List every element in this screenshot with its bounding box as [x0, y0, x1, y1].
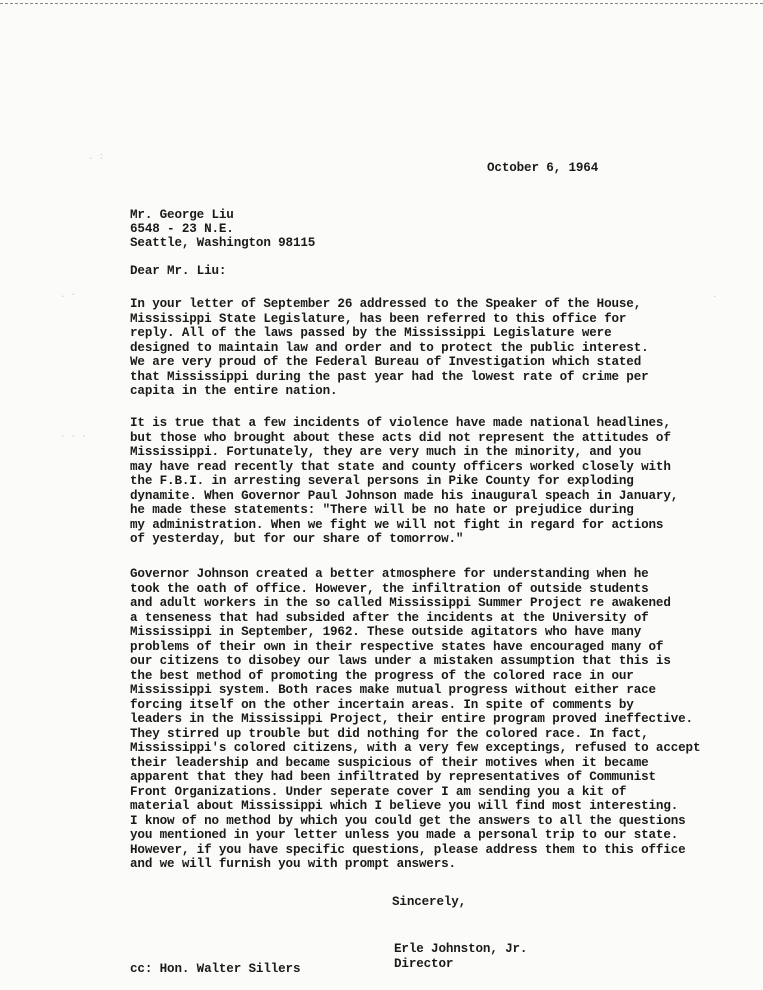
paragraph-line: problems of their own in their respective states have encouraged many of	[130, 639, 664, 654]
paper-speck: . :	[88, 152, 104, 162]
paragraph-line: but those who brought about these acts did not represent the attitudes of	[130, 430, 671, 445]
paragraph-line: designed to maintain law and order and to protect the public interest.	[130, 340, 649, 355]
paragraph-line: Mississippi. Fortunately, they are very much in the minority, and you	[130, 445, 642, 459]
paragraph-line: Mississippi in September, 1962. These outside agitators who have many	[130, 625, 642, 639]
paragraph-line: forcing itself on the other incertain areas. In spite of comments by	[130, 697, 634, 712]
recipient-address	[130, 208, 315, 250]
paragraph-line: reply. All of the laws passed by the Mississippi Legislature were	[130, 326, 612, 340]
signer-name: Erle Johnston, Jr.	[394, 942, 528, 956]
paragraph-line: and we will furnish you with prompt answers.	[130, 857, 456, 871]
paragraph-line: my administration. When we fight we will not fight in regard for actions	[130, 517, 664, 532]
paragraph-line: However, if you have specific questions, please address them to this office	[130, 842, 686, 857]
paragraph-line: We are very proud of the Federal Bureau of Investigation which stated	[130, 355, 642, 369]
paragraph-line: leaders in the Mississippi Project, their entire program proved ineffective.	[130, 712, 693, 726]
paragraph-line: capita in the entire nation.	[130, 384, 338, 398]
paragraph-line: and adult workers in the so called Mississippi Summer Project re awakened	[130, 596, 671, 610]
paragraph-line: you mentioned in your letter unless you made a personal trip to our state.	[130, 828, 679, 842]
paragraph-line: took the oath of office. However, the infiltration of outside students	[130, 581, 649, 596]
letter-date: October 6, 1964	[487, 161, 599, 175]
paragraph-line: It is true that a few incidents of violence have made national headlines,	[130, 416, 671, 430]
paragraph-line: apparent that they had been infiltrated by representatives of Communist	[130, 770, 656, 784]
paragraph-line: a tenseness that had subsided after the incidents at the University of	[130, 610, 649, 625]
paragraph-line: he made these statements: "There will be no hate or prejudice during	[130, 503, 634, 517]
paragraph-line: dynamite. When Governor Paul Johnson made his inaugural speach in January,	[130, 488, 679, 503]
paragraph-line: Mississippi system. Both races make mutual progress without either race	[130, 683, 656, 697]
paragraph-line: may have read recently that state and county officers worked closely with	[130, 459, 671, 474]
paragraph-line: In your letter of September 26 addressed to the Speaker of the House,	[130, 297, 642, 311]
salutation: Dear Mr. Liu:	[130, 264, 227, 278]
closing: Sincerely,	[392, 895, 467, 909]
paragraph-2	[130, 416, 730, 547]
page-top-edge	[0, 0, 763, 4]
paragraph-3	[130, 567, 730, 872]
paragraph-line: Mississippi State Legislature, has been referred to this office for	[130, 311, 627, 326]
paper-speck: . . .	[60, 430, 87, 440]
paragraph-line: of yesterday, but for our share of tomorrow."	[130, 532, 464, 546]
paragraph-line: Governor Johnson created a better atmosphere for understanding when he	[130, 567, 649, 581]
recipient-name: Mr. George Liu	[130, 208, 234, 222]
recipient-city: Seattle, Washington 98115	[130, 236, 316, 250]
recipient-street: 6548 - 23 N.E.	[130, 222, 234, 236]
signer-title: Director	[394, 956, 454, 971]
signature-block	[394, 942, 527, 971]
paragraph-line: I know of no method by which you could get the answers to all the questions	[130, 813, 686, 828]
paper-speck: ·	[712, 292, 718, 302]
paragraph-line: the F.B.I. in arresting several persons in Pike County for exploding	[130, 474, 634, 488]
paper-speck: . ·	[60, 290, 76, 300]
paragraph-line: our citizens to disobey our laws under a mistaken assumption that this is	[130, 654, 671, 668]
paragraph-line: their leadership and became suspicious of their motives when it became	[130, 755, 649, 770]
paragraph-1	[130, 297, 730, 399]
paragraph-line: They stirred up trouble but did nothing for the colored race. In fact,	[130, 726, 649, 741]
paragraph-line: that Mississippi during the past year had the lowest rate of crime per	[130, 369, 649, 384]
paragraph-line: the best method of promoting the progress of the colored race in our	[130, 668, 634, 683]
paragraph-line: Mississippi's colored citizens, with a very few exceptings, refused to accept	[130, 741, 701, 755]
paragraph-line: Front Organizations. Under seperate cover I am sending you a kit of	[130, 784, 627, 799]
cc-line: cc: Hon. Walter Sillers	[130, 962, 301, 976]
paragraph-line: material about Mississippi which I believe you will find most interesting.	[130, 799, 679, 813]
